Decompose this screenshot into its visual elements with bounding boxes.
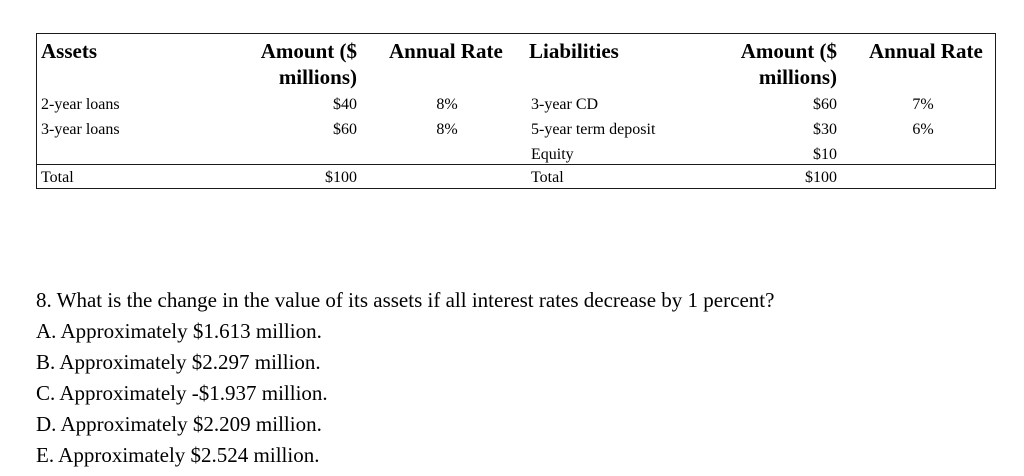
liability-amount: $30	[813, 121, 837, 138]
asset-rate: 8%	[436, 121, 458, 138]
answer-option-b[interactable]: B. Approximately $2.297 million.	[36, 350, 321, 374]
asset-name: 2-year loans	[41, 96, 120, 113]
liability-name: 5-year term deposit	[531, 121, 656, 138]
header-amount-assets-line2: millions)	[278, 65, 357, 89]
liability-name: Equity	[531, 146, 574, 163]
header-assets: Assets	[41, 39, 97, 63]
question-text: 8. What is the change in the value of its assets if all interest rates decrease by 1 percent?	[36, 288, 775, 312]
liability-total-amount: $100	[805, 169, 837, 186]
header-amount-liabilities-line2: millions)	[758, 65, 837, 89]
total-divider	[37, 164, 995, 165]
liability-name: 3-year CD	[531, 96, 599, 113]
answer-options	[36, 316, 328, 471]
asset-name: 3-year loans	[41, 121, 120, 138]
header-rate-assets: Annual Rate	[389, 39, 503, 63]
liability-rate: 7%	[912, 96, 934, 113]
header-liabilities: Liabilities	[529, 39, 619, 63]
liability-total-label: Total	[531, 169, 564, 186]
asset-total-amount: $100	[325, 169, 357, 186]
asset-amount: $60	[333, 121, 357, 138]
liability-amount: $60	[813, 96, 837, 113]
asset-amount: $40	[333, 96, 357, 113]
liability-rate: 6%	[912, 121, 934, 138]
answer-option-c[interactable]: C. Approximately -$1.937 million.	[36, 381, 328, 405]
header-amount-liabilities-line1: Amount ($	[740, 39, 837, 63]
answer-option-e[interactable]: E. Approximately $2.524 million.	[36, 443, 320, 467]
header-amount-assets-line1: Amount ($	[260, 39, 357, 63]
asset-total-label: Total	[41, 169, 74, 186]
liability-amount: $10	[813, 146, 837, 163]
header-amount-assets	[237, 38, 357, 90]
answer-option-d[interactable]: D. Approximately $2.209 million.	[36, 412, 322, 436]
answer-option-a[interactable]: A. Approximately $1.613 million.	[36, 319, 322, 343]
header-rate-liabilities: Annual Rate	[869, 39, 983, 63]
header-amount-liabilities	[717, 38, 837, 90]
balance-sheet-table	[36, 33, 996, 189]
asset-rate: 8%	[436, 96, 458, 113]
